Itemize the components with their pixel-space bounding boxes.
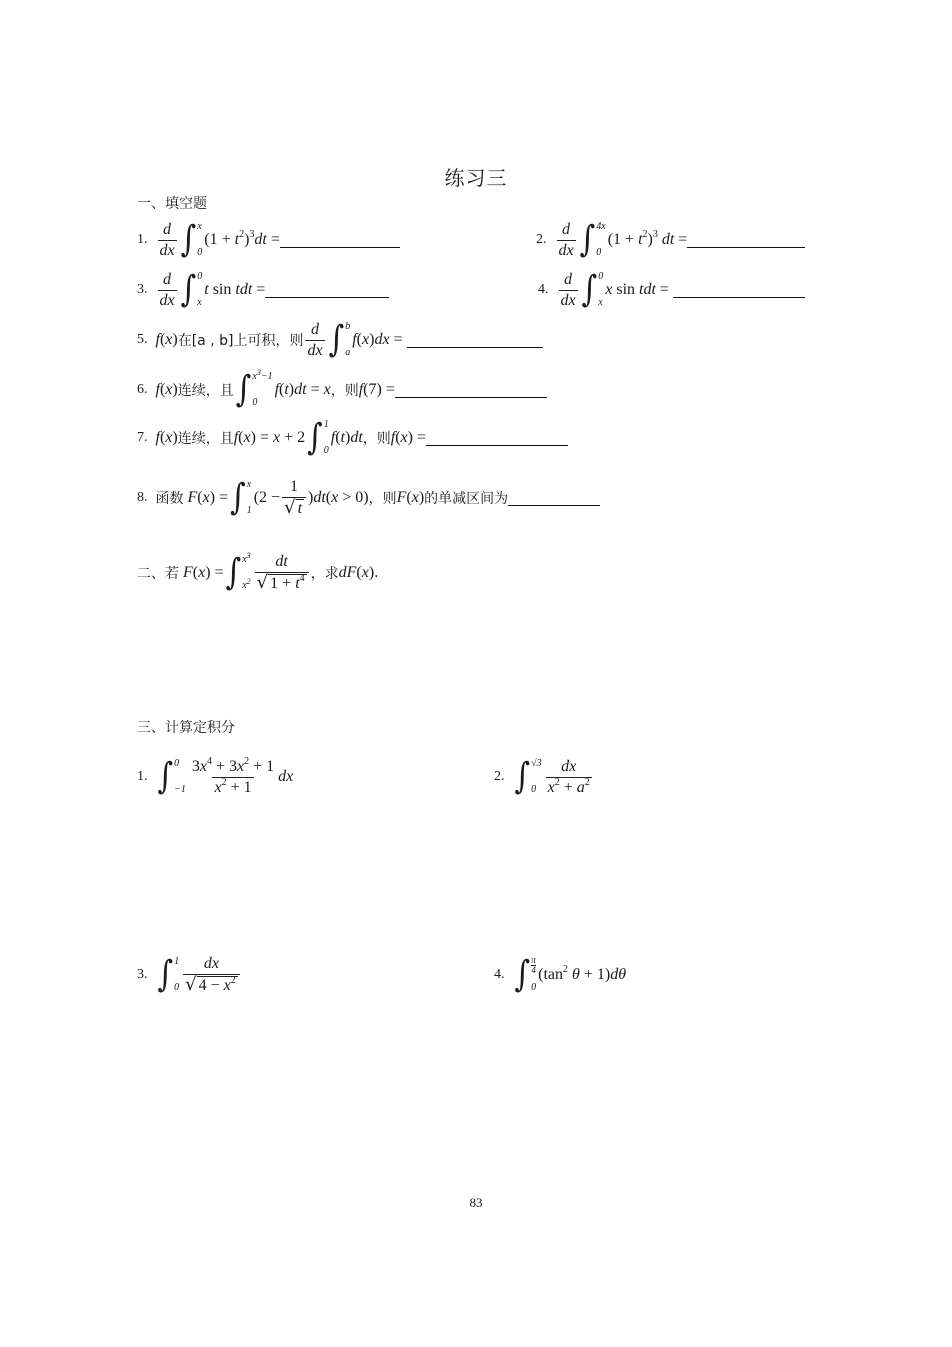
problem-1-4: 4. $\frac{d}{dx}$ ∫ 0 x x sin tdt = (538, 268, 805, 312)
section2-problem: 二、若 F(x) = ∫ $x^3$ $x^2$ dt √ $1 + t^4$ ，求 dF(x). (137, 551, 379, 594)
answer-blank[interactable] (407, 333, 543, 348)
problem-1-2: 2. $\frac{d}{dx}$ ∫ 4x 0 $(1 + t^2)^3$ dt = (536, 218, 805, 262)
problem-3-3: 3. ∫ 1 0 dx √ $4 - x^2$ (137, 950, 242, 1000)
problem-text: ，求 (310, 566, 339, 582)
problem-3-2: 2. ∫ √3 0 $\frac{dx}{x^2 + a^2}$ (494, 755, 590, 798)
problem-number: 6. (137, 382, 148, 397)
problem-number: 3. (137, 967, 148, 982)
problem-number: 2. (536, 232, 547, 247)
page-title: 练习三 (444, 168, 508, 190)
answer-blank[interactable] (280, 233, 400, 248)
problem-1-1: 1. $\frac{d}{dx}$ ∫ x 0 $(1 + t^2)^3dt$ = (137, 218, 400, 262)
answer-blank[interactable] (687, 233, 805, 248)
problem-number: 1. (137, 769, 148, 784)
problem-text: ，则 (368, 491, 397, 507)
problem-text: ，则 (330, 383, 359, 399)
problem-text: 在[a , b]上可积，则 (177, 333, 304, 349)
problem-number: 3. (137, 282, 148, 297)
answer-blank[interactable] (673, 283, 805, 298)
answer-blank[interactable] (508, 491, 600, 506)
section1-heading: 一、填空题 (137, 196, 207, 212)
problem-number: 1. (137, 232, 148, 247)
problem-number: 8. (137, 490, 148, 505)
problem-number: 7. (137, 430, 148, 445)
answer-blank[interactable] (265, 283, 389, 298)
section3-heading: 三、计算定积分 (137, 720, 235, 736)
problem-3-4: 4. ∫ π 4 0 ($\tan^2$ θ + 1)dθ (494, 953, 627, 996)
problem-1-7: 7. f(x) 连续，且 f(x) = x + 2 ∫ 1 0 f(t)dt ，则 f(x) = (137, 416, 568, 460)
problem-text: 连续，且 (177, 383, 234, 399)
problem-number: 4. (538, 282, 549, 297)
page-number: 83 (469, 1195, 483, 1210)
problem-number: 4. (494, 967, 505, 982)
problem-1-8: 8. 函数 F(x) = ∫ x 1 (2 − 1 √ t )dt(x > 0) ，则 F(x) 的单减区间为 (137, 476, 600, 520)
problem-text: 连续，且 (177, 431, 234, 447)
problem-text: 的单减区间为 (424, 491, 509, 507)
answer-blank[interactable] (426, 431, 568, 446)
problem-text: 函数 (155, 491, 184, 507)
problem-1-3: 3. $\frac{d}{dx}$ ∫ 0 x t sin tdt = (137, 268, 389, 312)
answer-blank[interactable] (395, 383, 547, 398)
problem-1-5: 5. f(x) 在[a , b]上可积，则 $\frac{d}{dx}$ ∫ b a f(x)dx = (137, 318, 543, 362)
section2-heading: 二、若 (137, 566, 179, 582)
problem-number: 2. (494, 769, 505, 784)
problem-3-1: 1. ∫ 0 −1 $\frac{3x^4 + 3x^2 + 1}{x^2 + 1}$ dx (137, 755, 294, 798)
problem-number: 5. (137, 332, 148, 347)
problem-1-6: 6. f(x) 连续，且 ∫ $x^3-1$ 0 f(t)dt = x ，则 f(7) = (137, 368, 547, 412)
problem-text: ，则 (362, 431, 391, 447)
